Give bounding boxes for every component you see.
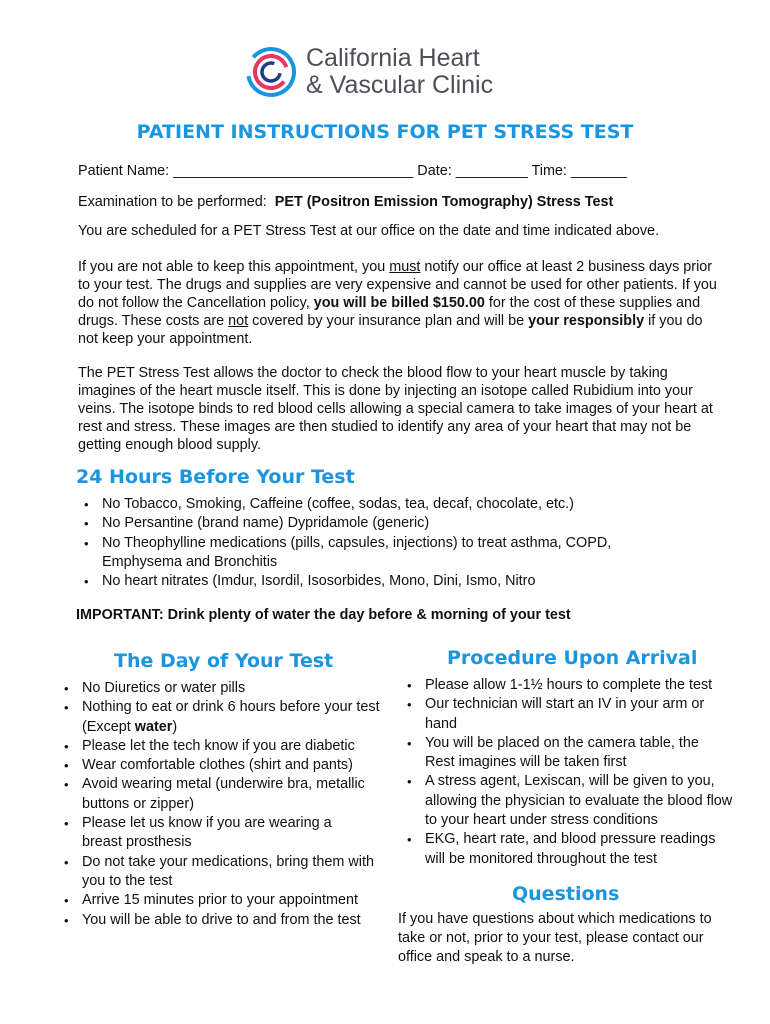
list-item: • Arrive 15 minutes prior to your appointment	[62, 891, 398, 910]
list-item: • You will be placed on the camera table, the Rest imagines will be taken first	[405, 734, 725, 773]
logo-line-1: California Heart	[306, 44, 480, 72]
list-item: • Our technician will start an IV in your arm or hand	[405, 695, 735, 734]
day-of-list	[62, 679, 398, 930]
before-heading: 24 Hours Before Your Test	[76, 466, 355, 488]
procedure-list	[405, 676, 735, 869]
about-paragraph: The PET Stress Test allows the doctor to check the blood flow to your heart muscle by taking imagines of the heart muscle itself. This is done by injecting an isotope called Rubidium into your veins. The isotope binds to red blood cells allowing a special camera to take images of your heart at rest and stress. These images are then studied to identify any area of your heart that may not be getting enough blood supply.	[78, 365, 713, 453]
list-item: • No Theophylline medications (pills, capsules, injections) to treat asthma, COPD, Emphysema and Bronchitis	[82, 534, 662, 573]
patient-info-line	[78, 162, 627, 180]
before-list	[82, 495, 682, 591]
list-item: • Please allow 1-1½ hours to complete the test	[405, 676, 735, 695]
procedure-heading: Procedure Upon Arrival	[447, 647, 698, 669]
exam-label: Examination to be performed:	[78, 194, 267, 210]
nothing-to-eat-text: Nothing to eat or drink 6 hours before your test (Except	[82, 699, 380, 735]
important-text: Drink plenty of water the day before & morning of your test	[163, 607, 571, 623]
list-item: • Please let us know if you are wearing a breast prosthesis	[62, 814, 372, 853]
logo-line-2: & Vascular Clinic	[306, 71, 494, 99]
questions-paragraph: If you have questions about which medications to take or not, prior to your test, please contact our office and speak to a nurse.	[398, 911, 712, 965]
cancel-text-1: If you are not able to keep this appointment, you	[78, 259, 390, 275]
clinic-logo	[244, 40, 544, 104]
cancel-text-3: for the cost of these supplies and drugs. These costs are	[78, 295, 701, 329]
patient-name-blank: ______________________________	[173, 163, 414, 179]
list-item: • Wear comfortable clothes (shirt and pants)	[62, 756, 398, 775]
list-item: • No Diuretics or water pills	[62, 679, 398, 698]
time-blank: _______	[570, 163, 627, 179]
list-item: • Avoid wearing metal (underwire bra, metallic buttons or zipper)	[62, 775, 398, 814]
date-blank: _________	[455, 163, 528, 179]
list-item: • Please let the tech know if you are diabetic	[62, 737, 398, 756]
questions-heading: Questions	[512, 883, 620, 905]
water-close: )	[172, 718, 178, 735]
list-item: • No Tobacco, Smoking, Caffeine (coffee, sodas, tea, decaf, chocolate, etc.)	[82, 495, 682, 514]
list-item: • A stress agent, Lexiscan, will be given to you, allowing the physician to evaluate the blood flow to your heart under stress conditions	[405, 772, 737, 830]
cancel-text-5: if you do not keep your appointment.	[78, 313, 703, 347]
cancellation-paragraph	[78, 258, 718, 348]
date-label: Date:	[417, 163, 452, 179]
scheduled-paragraph: You are scheduled for a PET Stress Test at our office on the date and time indicated above.	[78, 223, 660, 239]
page-title: PATIENT INSTRUCTIONS FOR PET STRESS TEST	[136, 121, 634, 143]
list-item	[62, 698, 398, 737]
list-item: • You will be able to drive to and from the test	[62, 911, 398, 930]
cancel-text-2: notify our office at least 2 business days prior to your test. The drugs and supplies are very expensive and cannot be used for other patients. If you do not follow the Cancellation policy,	[78, 259, 717, 311]
water-bold: water	[134, 718, 173, 735]
cancel-must: must	[389, 259, 421, 275]
patient-name-label: Patient Name:	[78, 163, 170, 179]
cancel-billed: you will be billed $150.00	[313, 295, 485, 311]
list-item: • EKG, heart rate, and blood pressure readings will be monitored throughout the test	[405, 830, 735, 869]
cancel-responsibly: your responsibly	[528, 313, 645, 329]
list-item: • Do not take your medications, bring them with you to the test	[62, 853, 398, 892]
list-item: • No heart nitrates (Imdur, Isordil, Isosorbides, Mono, Dini, Ismo, Nitro	[82, 572, 682, 591]
cancel-not: not	[228, 313, 249, 329]
important-note	[76, 606, 571, 624]
day-of-heading: The Day of Your Test	[114, 650, 334, 672]
exam-line	[78, 193, 613, 211]
important-label: IMPORTANT:	[76, 607, 164, 623]
list-item: • No Persantine (brand name) Dypridamole (generic)	[82, 514, 682, 533]
logo-rings-icon	[244, 42, 298, 102]
time-label: Time:	[531, 163, 567, 179]
cancel-text-4: covered by your insurance plan and will be	[248, 313, 529, 329]
exam-value: PET (Positron Emission Tomography) Stress Test	[274, 194, 614, 210]
